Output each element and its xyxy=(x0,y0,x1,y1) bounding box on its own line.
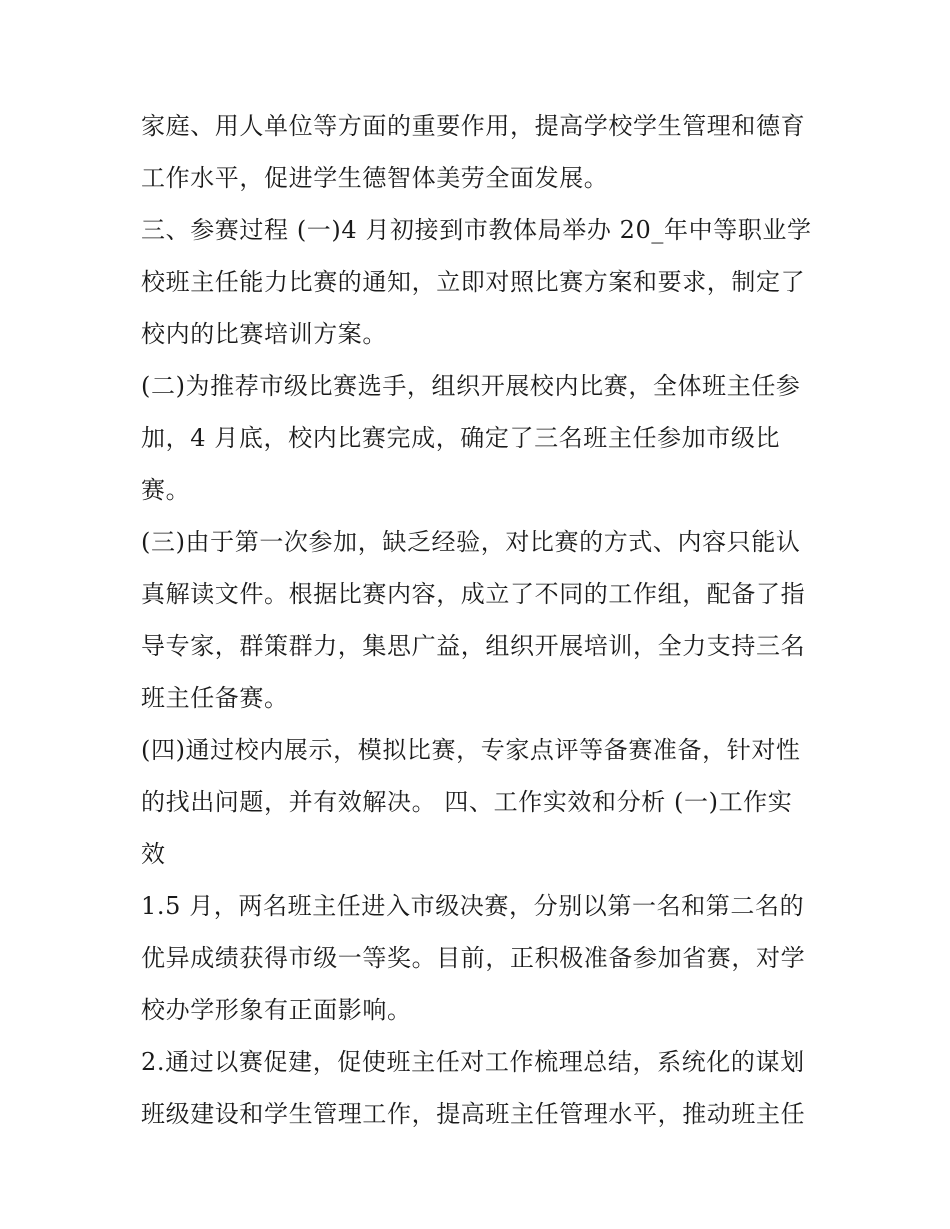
text-line: 工作水平，促进学生德智体美劳全面发展。 xyxy=(141,164,609,192)
text-line: (二)为推荐市级比赛选手，组织开展校内比赛，全体班主任参 xyxy=(141,372,801,400)
document-body xyxy=(141,100,821,1140)
text-line: 校办学形象有正面影响。 xyxy=(141,996,412,1024)
text-line: 加，4 月底，校内比赛完成，确定了三名班主任参加市级比 xyxy=(141,424,781,452)
text-line: 的找出问题，并有效解决。 四、工作实效和分析 (一)工作实 xyxy=(141,788,793,816)
text-line: 2.通过以赛促建，促使班主任对工作梳理总结，系统化的谋划 xyxy=(141,1048,805,1076)
text-line: 校班主任能力比赛的通知，立即对照比赛方案和要求，制定了 xyxy=(141,268,806,296)
text-line: 导专家，群策群力，集思广益，组织开展培训，全力支持三名 xyxy=(141,632,806,660)
text-line: 三、参赛过程 (一)4 月初接到市教体局举办 20_年中等职业学 xyxy=(141,216,812,244)
text-line: 赛。 xyxy=(141,476,191,504)
text-line: 班级建设和学生管理工作，提高班主任管理水平，推动班主任 xyxy=(141,1100,806,1128)
text-line: 优异成绩获得市级一等奖。目前，正积极准备参加省赛，对学 xyxy=(141,944,806,972)
text-line: 班主任备赛。 xyxy=(141,684,289,712)
text-line: 校内的比赛培训方案。 xyxy=(141,320,387,348)
text-line: 效 xyxy=(141,840,166,868)
text-line: 真解读文件。根据比赛内容，成立了不同的工作组，配备了指 xyxy=(141,580,806,608)
text-line: 家庭、用人单位等方面的重要作用，提高学校学生管理和德育 xyxy=(141,112,806,140)
text-line: 1.5 月，两名班主任进入市级决赛，分别以第一名和第二名的 xyxy=(141,892,805,920)
text-line: (四)通过校内展示，模拟比赛，专家点评等备赛准备，针对性 xyxy=(141,736,801,764)
text-line: (三)由于第一次参加，缺乏经验，对比赛的方式、内容只能认 xyxy=(141,528,801,556)
